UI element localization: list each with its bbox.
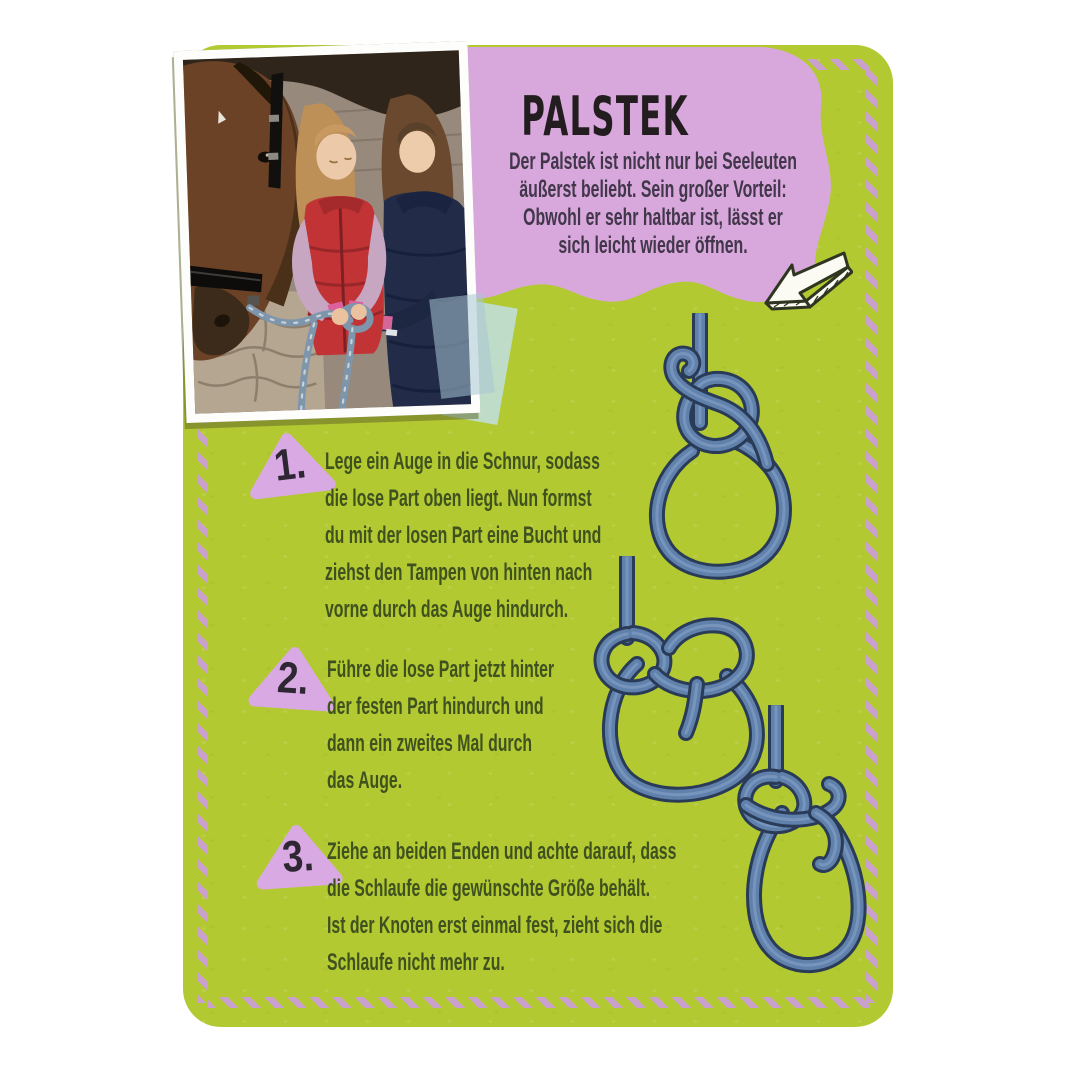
step-3-text — [327, 833, 676, 981]
step-line: du mit der losen Part eine Bucht und — [325, 522, 602, 549]
step-line: die Schlaufe die gewünschte Größe behält. — [327, 875, 651, 902]
step-line: Ist der Knoten erst einmal fest, zieht sich die — [327, 912, 663, 939]
step-line: Lege ein Auge in die Schnur, sodass — [325, 448, 600, 475]
step-line: Führe die lose Part jetzt hinter — [327, 656, 555, 683]
step-1-number: 1. — [271, 438, 309, 491]
step-line: der festen Part hindurch und — [327, 693, 544, 720]
bowline-knot-step-1-illustration — [640, 313, 795, 583]
step-line: vorne durch das Auge hindurch. — [325, 596, 569, 623]
step-1-text — [325, 443, 601, 628]
step-line: das Auge. — [327, 767, 403, 794]
intro-line: sich leicht wieder öffnen. — [558, 232, 748, 259]
step-line: Ziehe an beiden Enden und achte darauf, dass — [327, 838, 677, 865]
photo-scene — [183, 50, 471, 413]
step-3-number: 3. — [280, 830, 316, 883]
step-line: die lose Part oben liegt. Nun formst — [325, 485, 592, 512]
step-line: Schlaufe nicht mehr zu. — [327, 949, 505, 976]
intro-paragraph — [493, 148, 814, 260]
intro-line: äußerst beliebt. Sein großer Vorteil: — [519, 176, 787, 203]
arrow-down-left-icon — [758, 245, 853, 315]
green-card — [183, 45, 893, 1027]
intro-line: Obwohl er sehr haltbar ist, lässt er — [523, 204, 783, 231]
horse-and-girls-photo — [174, 41, 481, 423]
bowline-knot-step-3-illustration — [730, 705, 880, 985]
step-line: dann ein zweites Mal durch — [327, 730, 533, 757]
page-title: PALSTEK — [521, 85, 689, 148]
step-2-number: 2. — [275, 652, 311, 705]
intro-line: Der Palstek ist nicht nur bei Seeleuten — [509, 148, 797, 175]
stitch-border-bottom — [207, 997, 869, 1008]
step-2-text — [327, 651, 554, 799]
step-line: ziehst den Tampen von hinten nach — [325, 559, 593, 586]
